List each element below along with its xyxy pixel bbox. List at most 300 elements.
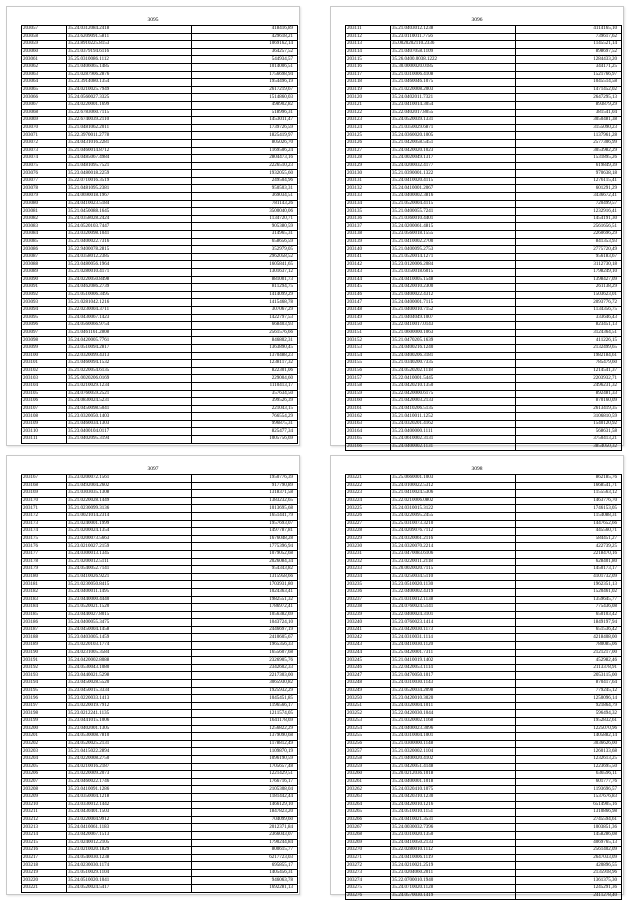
table-row [22,550,298,558]
amount-cell: 1655607,68 [192,649,298,657]
amount-cell: 1013695,68 [192,505,298,513]
account-code-cell: 35.24.0420010.2300 [391,284,516,292]
account-code-cell: 35.24.0100022.5312 [391,482,516,490]
account-code-cell: 35.24.0400206.3181 [391,352,516,360]
table-row [346,619,622,627]
account-code-cell: 35.25.0310086.1112 [67,56,192,64]
amount-cell: 1214541,37 [516,367,622,375]
table-row [346,763,622,771]
account-code-cell: 35.24.0570030.1419 [391,892,516,900]
row-number-cell: 203259 [346,763,391,771]
amount-cell: 650103,42 [516,611,622,619]
row-number-cell: 203078 [22,185,67,193]
account-code-cell: 35.24.0520024.5417 [67,885,192,893]
table-row [346,124,622,132]
account-code-cell: 35.25.0020206.0169 [67,375,192,383]
amount-cell: 1014006,51 [192,63,298,71]
amount-cell: 1315958,66 [192,573,298,581]
account-code-cell: 35.22.0280010.1112 [391,847,516,855]
table-row [22,687,298,695]
row-number-cell: 203059 [22,41,67,49]
table-row [22,649,298,657]
row-number-cell: 203254 [346,725,391,733]
account-code-cell: 35.21.0404049.1007 [391,314,516,322]
row-number-cell: 203185 [22,611,67,619]
account-code-cell: 35.24.0540052.7141 [67,566,192,574]
table-row [346,793,622,801]
amount-cell: 1045514,58 [516,79,622,87]
table-row [346,360,622,368]
document-page-3096 [330,6,624,449]
account-code-cell: 35.24.0320004.1011 [391,702,516,710]
row-number-cell: 203139 [346,238,391,246]
amount-cell: 785479,60 [516,360,622,368]
table-row [22,48,298,56]
account-code-cell: 35.21.0400022.7316 [67,238,192,246]
page-number: 3096 [471,17,483,23]
amount-cell: 364257,52 [192,48,298,56]
amount-cell: 825477,34 [192,428,298,436]
table-row [346,86,622,94]
account-code-cell: 35.24.0760024.5141 [391,604,516,612]
amount-cell: 1134720,71 [192,215,298,223]
account-code-cell: 35.21.0220028.1449 [67,497,192,505]
amount-cell: 1154088,31 [516,512,622,520]
ledger-table [345,474,622,900]
amount-cell: 1521766,97 [516,71,622,79]
row-number-cell: 203242 [346,634,391,642]
row-number-cell: 203091 [22,284,67,292]
table-row [346,573,622,581]
amount-cell: 1503623,01 [516,291,622,299]
account-code-cell: 35.21.0220054.6135 [67,367,192,375]
table-row [22,862,298,870]
row-number-cell: 203122 [346,109,391,117]
row-number-cell: 203218 [22,862,67,870]
table-row [22,543,298,551]
table-row [22,428,298,436]
table-row [346,101,622,109]
row-number-cell: 203106 [22,398,67,406]
account-code-cell: 35.21.0340200.7335 [391,360,516,368]
row-number-cell: 203098 [22,337,67,345]
amount-cell: 2366043,07 [192,831,298,839]
row-number-cell: 203099 [22,344,67,352]
account-code-cell: 35.21.0461161.2808 [67,329,192,337]
account-code-cell: 35.21.0481095.2381 [67,185,192,193]
amount-cell: 1746153,05 [516,505,622,513]
amount-cell: 344171,25 [516,63,622,71]
amount-cell: 2121217,00 [516,649,622,657]
row-number-cell: 203179 [22,566,67,574]
ledger-table [345,25,622,451]
table-row [22,185,298,193]
table-row [22,740,298,748]
account-code-cell: 35.23.0200072.1561 [67,475,192,483]
table-row [22,63,298,71]
amount-cell: 996875,31 [192,420,298,428]
row-number-cell: 203095 [22,314,67,322]
row-number-cell: 203123 [346,117,391,125]
account-code-cell: 35.23.0220011.2118 [391,558,516,566]
row-number-cell: 203113 [346,41,391,49]
account-code-cell: 35.23.0441015.1006 [67,718,192,726]
table-row [346,162,622,170]
table-row [22,124,298,132]
row-number-cell: 203118 [346,79,391,87]
account-code-cell: 35.21.0400022.4312 [391,291,516,299]
amount-cell: 1847823,20 [192,809,298,817]
account-code-cell: 35.24.0210021.2519 [391,862,516,870]
row-number-cell: 203250 [346,695,391,703]
account-code-cell: 35.24.0420310.1230 [391,793,516,801]
table-row [346,170,622,178]
account-code-cell: 35.24.0510020.1041 [67,877,192,885]
account-code-cell: 35.24.0230030.1174 [67,862,192,870]
account-code-cell: 35.21.0481095.7521 [67,162,192,170]
table-row [346,299,622,307]
account-code-cell: 35.24.0431016.2281 [67,139,192,147]
account-code-cell: 35.23.0450015.3334 [67,687,192,695]
row-number-cell: 203249 [346,687,391,695]
amount-cell: 1178812,49 [192,740,298,748]
table-row [22,390,298,398]
amount-cell: 1790244,84 [192,839,298,847]
amount-cell: 1232613,25 [516,755,622,763]
row-number-cell: 203275 [346,885,391,893]
account-code-cell: 35.23.0410091.1286 [67,786,192,794]
row-number-cell: 203174 [22,528,67,536]
account-code-cell: 35.24.0450098.5041 [67,405,192,413]
table-row [346,801,622,809]
account-code-cell: 35.21.0420058.5451 [391,139,516,147]
amount-cell: 1414099,29 [192,291,298,299]
table-row [346,291,622,299]
amount-cell: 2561656,51 [516,223,622,231]
amount-cell: 695855,17 [192,862,298,870]
amount-cell: 1232916,41 [516,208,622,216]
row-number-cell: 203221 [22,885,67,893]
account-code-cell: 35.24.0310015.3122 [391,505,516,513]
table-row [22,824,298,832]
amount-cell: 766554,29 [192,413,298,421]
table-row [346,558,622,566]
amount-cell: 2561576,66 [192,329,298,337]
account-code-cell: 35.21.0410019.1402 [391,657,516,665]
amount-cell: 1531895,26 [516,155,622,163]
amount-cell: 1211574,05 [192,710,298,718]
row-number-cell: 203109 [22,420,67,428]
row-number-cell: 203077 [22,177,67,185]
amount-cell: 775436,08 [516,604,622,612]
table-row [22,231,298,239]
table-row [346,490,622,498]
row-number-cell: 203114 [346,48,391,56]
table-row [22,291,298,299]
account-code-cell: 35.21.0220019.7912 [67,702,192,710]
account-code-cell: 35.24.0530008.7810 [67,733,192,741]
row-number-cell: 203097 [22,329,67,337]
row-number-cell: 203166 [346,443,391,451]
row-number-cell: 203120 [346,94,391,102]
table-row [346,231,622,239]
row-number-cell: 203092 [22,291,67,299]
row-number-cell: 203145 [346,284,391,292]
row-number-cell: 203081 [22,208,67,216]
account-code-cell: 35.21.0420051.4148 [391,763,516,771]
table-row [22,642,298,650]
table-row [346,337,622,345]
row-number-cell: 203219 [22,869,67,877]
row-number-cell: 203069 [22,117,67,125]
row-number-cell: 203158 [346,382,391,390]
row-number-cell: 203167 [22,475,67,483]
account-code-cell: 35.21.0407058.1109 [391,48,516,56]
amount-cell: 369034,51 [192,193,298,201]
table-row [346,276,622,284]
table-row [346,155,622,163]
table-row [22,604,298,612]
row-number-cell: 203082 [22,215,67,223]
amount-cell: 2093776,72 [516,299,622,307]
account-code-cell: 35.24.0310004.1001 [391,733,516,741]
account-code-cell: 35.23.0560018.1555 [391,231,516,239]
amount-cell: 1925932,29 [192,687,298,695]
amount-cell: 921864,79 [516,702,622,710]
amount-cell: 314965,31 [192,231,298,239]
account-code-cell: 35.24.0402011.7321 [391,94,516,102]
row-number-cell: 203183 [22,596,67,604]
amount-cell: 970638,18 [516,170,622,178]
amount-cell: 704099,60 [192,816,298,824]
amount-cell: 2326905,76 [192,657,298,665]
amount-cell: 2647033,09 [516,854,622,862]
row-number-cell: 203156 [346,367,391,375]
account-code-cell: 35.24.0830024.5231 [67,398,192,406]
table-row [346,200,622,208]
amount-cell: 601291,29 [516,185,622,193]
row-number-cell: 203116 [346,63,391,71]
account-code-cell: 35.22.9400078.2815 [67,246,192,254]
table-row [346,626,622,634]
row-number-cell: 203196 [22,695,67,703]
account-code-cell: 35.23.0200073.5663 [67,535,192,543]
row-number-cell: 203071 [22,132,67,140]
row-number-cell: 203212 [22,816,67,824]
table-row [22,771,298,779]
table-row [22,314,298,322]
amount-cell: 6217723,03 [192,854,298,862]
table-row [22,284,298,292]
row-number-cell: 203216 [22,847,67,855]
table-row [346,147,622,155]
row-number-cell: 203062 [22,63,67,71]
account-code-cell: 35.23.0400000.1111 [391,428,516,436]
table-row [22,854,298,862]
row-number-cell: 203235 [346,581,391,589]
row-number-cell: 203195 [22,687,67,695]
amount-cell: 4218408,00 [516,634,622,642]
account-code-cell: 35.21.0240012.2105 [67,839,192,847]
table-row [22,573,298,581]
account-code-cell: 35.21.0220008.2003 [391,86,516,94]
amount-cell: 3750413,21 [516,436,622,444]
amount-cell: 2217303,00 [192,672,298,680]
account-code-cell: 35.24.0200032.4177 [391,162,516,170]
account-code-cell: 35.24.0410206.5135 [391,405,516,413]
account-code-cell: 35.24.0410023.5184 [67,200,192,208]
account-code-cell: 35.24.0400216.1240 [391,344,516,352]
account-code-cell: 35.21.0210029.1234 [67,382,192,390]
row-number-cell: 203198 [22,710,67,718]
account-code-cell: 35.23.0330012.1442 [67,801,192,809]
amount-cell: 544934,57 [192,56,298,64]
row-number-cell: 203204 [22,755,67,763]
table-row [22,490,298,498]
account-code-cell: 35.24.0460022.1746 [67,778,192,786]
account-code-cell: 35.24.0420010.1216 [391,801,516,809]
account-code-cell: 35.23.0480056.1964 [67,261,192,269]
amount-cell: 2804473,16 [192,155,298,163]
amount-cell: 1134356,75 [516,306,622,314]
table-row [22,94,298,102]
amount-cell: 3053982,29 [516,147,622,155]
amount-cell: 1962351,13 [516,581,622,589]
account-code-cell: 35.22.0402017.8055 [391,109,516,117]
table-row [346,588,622,596]
row-number-cell: 203199 [22,718,67,726]
table-row [22,41,298,49]
amount-cell: 4101732,09 [516,573,622,581]
amount-cell: 1540120,92 [516,420,622,428]
amount-cell: 1024363,41 [192,588,298,596]
row-number-cell: 203100 [22,352,67,360]
account-code-cell: 35.24.0410006.1119 [391,854,516,862]
row-number-cell: 203157 [346,375,391,383]
table-row [22,786,298,794]
row-number-cell: 203119 [346,86,391,94]
amount-cell: 2132499,65 [516,344,622,352]
account-code-cell: 35.22.6783060.7115 [67,109,192,117]
amount-cell: 357634,50 [192,390,298,398]
account-code-cell: 35.21.0470050.1017 [391,672,516,680]
account-code-cell: 35.23.0120006.2084 [391,261,516,269]
row-number-cell: 203110 [22,428,67,436]
table-row [346,482,622,490]
amount-cell: 1398427,09 [516,276,622,284]
table-row [22,619,298,627]
table-row [22,382,298,390]
row-number-cell: 203203 [22,748,67,756]
table-row [22,86,298,94]
table-row [22,208,298,216]
row-number-cell: 203240 [346,619,391,627]
table-row [22,664,298,672]
row-number-cell: 203257 [346,748,391,756]
row-number-cell: 203213 [22,824,67,832]
amount-cell: 3065930,82 [192,680,298,688]
row-number-cell: 203070 [22,124,67,132]
row-number-cell: 203263 [346,793,391,801]
amount-cell: 1193696,57 [516,786,622,794]
account-code-cell: 35.21.0520014.1271 [391,253,516,261]
account-code-cell: 35.21.0510029.1104 [67,869,192,877]
table-row [346,71,622,79]
account-code-cell: 35.21.0460046.1075 [391,79,516,87]
row-number-cell: 203273 [346,869,391,877]
table-row [22,718,298,726]
table-row [346,306,622,314]
table-row [346,604,622,612]
account-code-cell: 35.21.0410011.1252 [391,413,516,421]
amount-cell: 917790,89 [192,482,298,490]
row-number-cell: 203146 [346,291,391,299]
account-code-cell: 35.24.0209076.7112 [391,528,516,536]
amount-cell: 1109870,19 [192,748,298,756]
amount-cell: 2613419,35 [516,405,622,413]
account-code-cell: 35.23.0440000.4440 [67,596,192,604]
account-code-cell: 35.23.0510094.2817 [67,344,192,352]
amount-cell: 1415468,78 [192,299,298,307]
account-code-cell: 35.24.0358012.2385 [67,253,192,261]
row-number-cell: 203197 [22,702,67,710]
account-code-cell: 35.21.0350018.6015 [391,269,516,277]
table-row [22,710,298,718]
account-code-cell: 35.23.8910225.8153 [67,41,192,49]
table-row [346,642,622,650]
amount-cell: 2105308,04 [192,786,298,794]
account-code-cell: 35.23.0420010.3020 [391,695,516,703]
table-row [22,71,298,79]
account-code-cell: 35.21.0460014.8712 [67,147,192,155]
table-row [346,740,622,748]
account-code-cell: 35.23.0760023.1414 [391,619,516,627]
row-number-cell: 203262 [346,786,391,794]
amount-cell: 1137961,28 [516,132,622,140]
account-code-cell: 35.24.0510010.1151 [391,809,516,817]
row-number-cell: 203124 [346,124,391,132]
row-number-cell: 203229 [346,535,391,543]
table-row [346,649,622,657]
row-number-cell: 203107 [22,405,67,413]
table-row [22,337,298,345]
account-code-cell: 35.24.0210025.7949 [67,86,192,94]
amount-cell: 1181442,44 [192,793,298,801]
amount-cell: 1676048,28 [192,535,298,543]
amount-cell: 1825419,97 [192,132,298,140]
amount-cell: 1954496,19 [192,79,298,87]
row-number-cell: 203261 [346,778,391,786]
amount-cell: 2026084,34 [192,558,298,566]
row-number-cell: 203207 [22,778,67,786]
row-number-cell: 203244 [346,649,391,657]
amount-cell: 781143,26 [192,200,298,208]
amount-cell: 2342602,33 [192,664,298,672]
table-row [346,885,622,893]
amount-cell: 2135918,96 [516,869,622,877]
amount-cell: 1359645,77 [516,596,622,604]
row-number-cell: 203075 [22,162,67,170]
account-code-cell: 35.30.0000020.0185 [391,63,516,71]
table-row [22,702,298,710]
row-number-cell: 203264 [346,801,391,809]
table-row [346,611,622,619]
row-number-cell: 203168 [22,482,67,490]
amount-cell: 1169506,24 [192,147,298,155]
table-row [22,101,298,109]
row-number-cell: 203080 [22,200,67,208]
account-code-cell: 35.21.0379194.6116 [67,48,192,56]
